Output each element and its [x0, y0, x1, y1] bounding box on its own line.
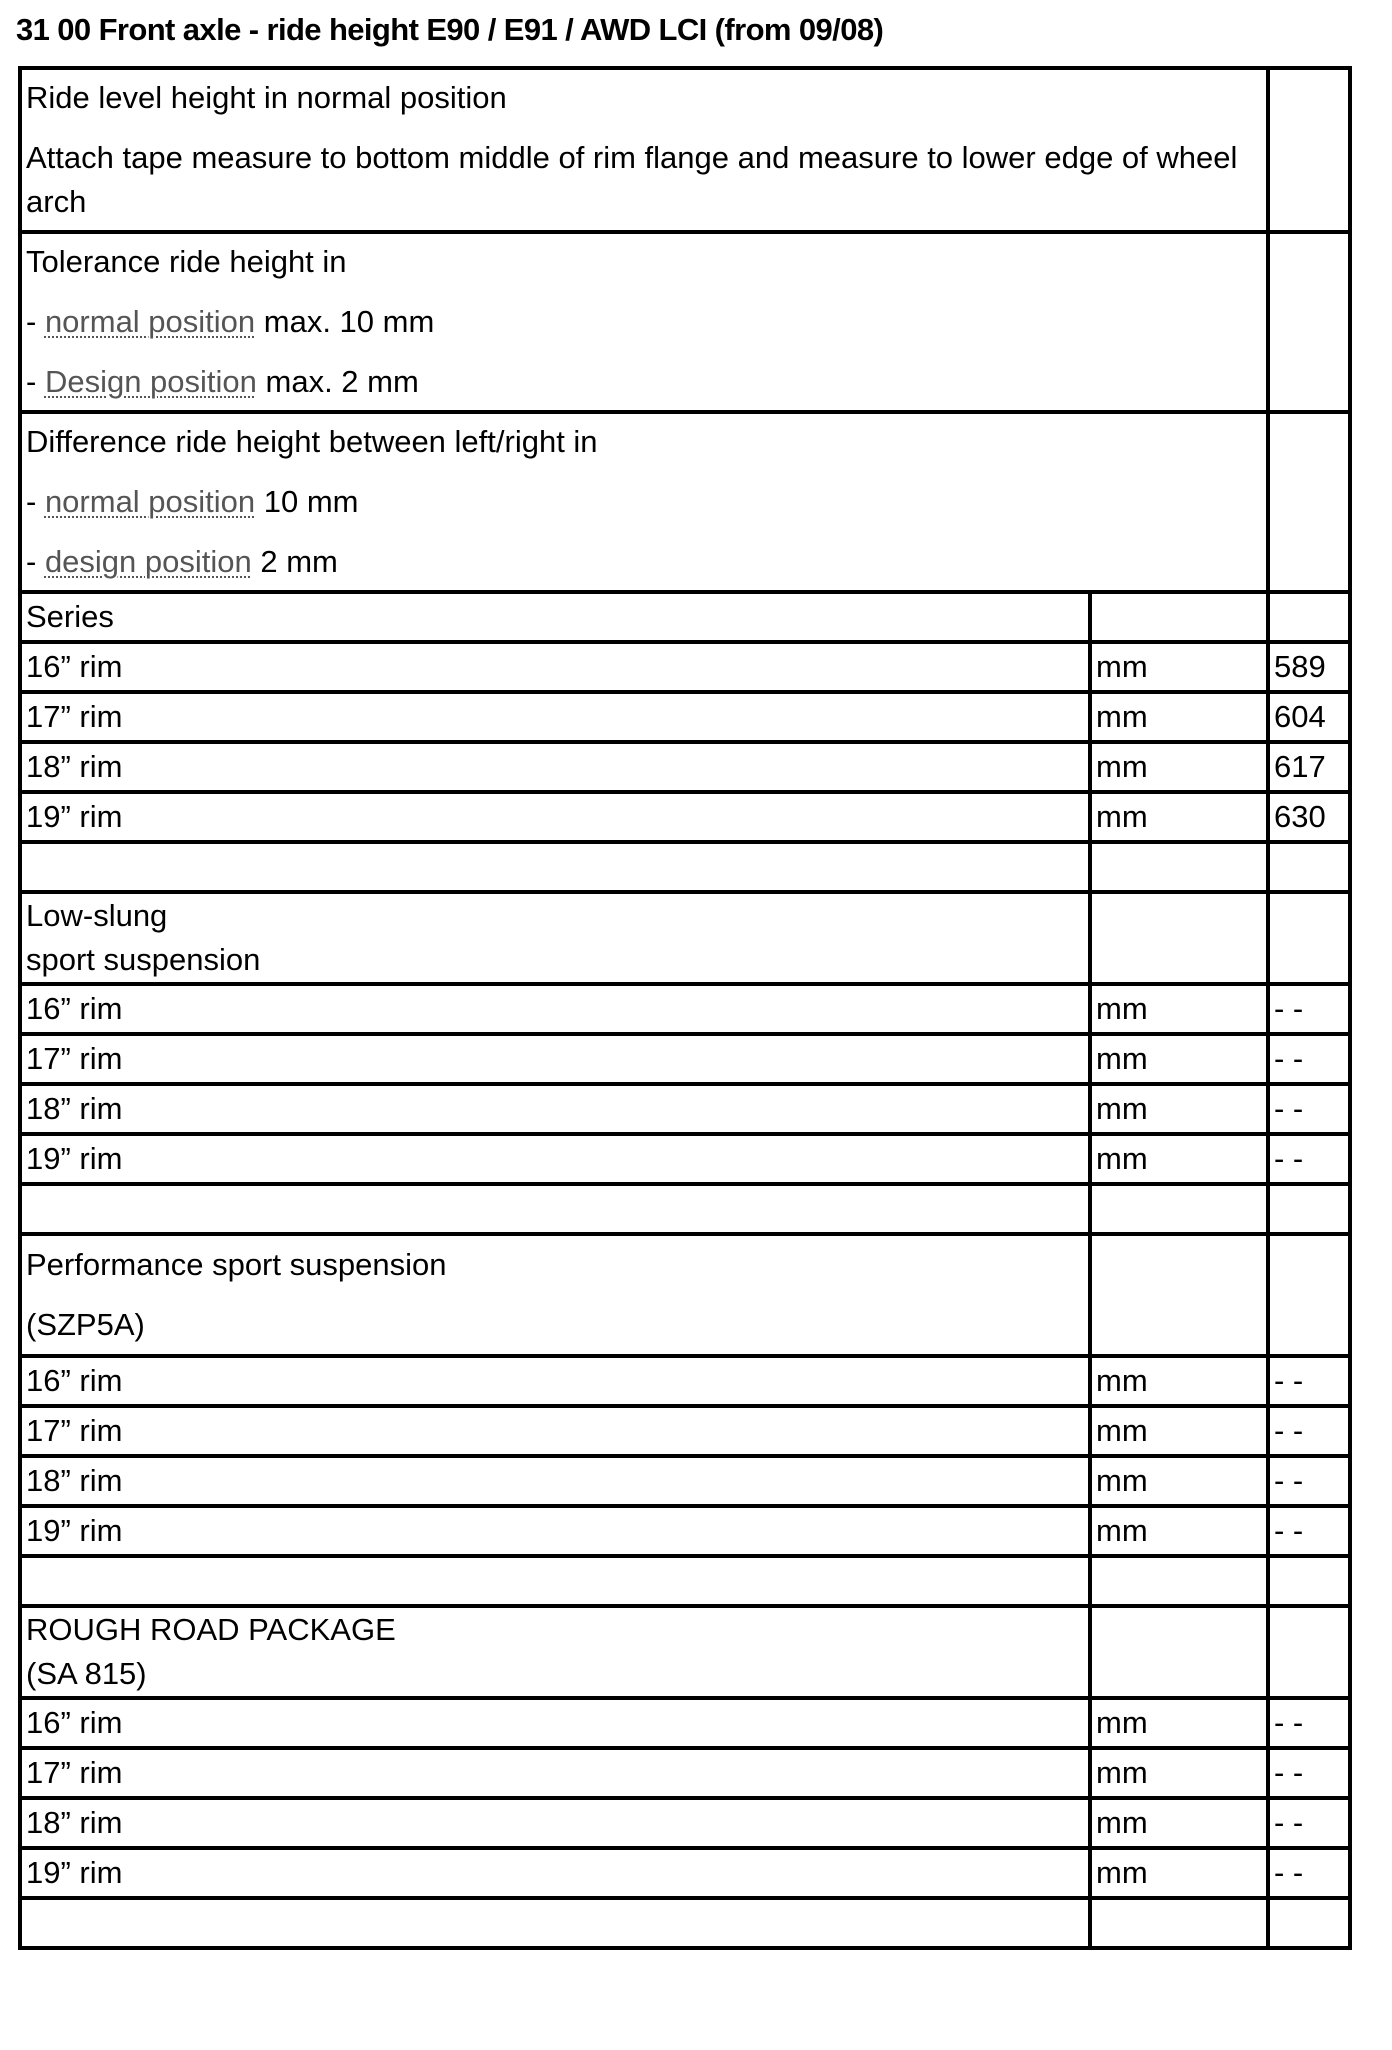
difference-value: 2 mm: [251, 544, 338, 579]
group-heading-row: [20, 592, 1350, 642]
unit: mm: [1090, 1406, 1268, 1456]
rim-size: 17” rim: [20, 692, 1090, 742]
ride-height-table: [18, 66, 1352, 1950]
empty-cell: [1268, 68, 1350, 232]
difference-row: [20, 412, 1350, 592]
height-value: 604: [1268, 692, 1350, 742]
group-heading-row: [20, 892, 1350, 984]
empty-cell: [20, 842, 1090, 892]
bullet-dash: -: [26, 304, 45, 339]
rim-size: 19” rim: [20, 1506, 1090, 1556]
measurement-instruction: Attach tape measure to bottom middle of rim flange and measure to lower edge of wheel arch: [26, 140, 1238, 219]
rim-size: 19” rim: [20, 1848, 1090, 1898]
height-value: - -: [1268, 1748, 1350, 1798]
tolerance-line: [26, 360, 1262, 404]
table-row: [20, 642, 1350, 692]
unit: mm: [1090, 792, 1268, 842]
height-value: 589: [1268, 642, 1350, 692]
table-row: [20, 1084, 1350, 1134]
table-row: [20, 1456, 1350, 1506]
rim-size: 19” rim: [20, 792, 1090, 842]
empty-cell: [1268, 1234, 1350, 1356]
rim-size: 18” rim: [20, 1084, 1090, 1134]
rim-size: 16” rim: [20, 1698, 1090, 1748]
table-row: [20, 1848, 1350, 1898]
empty-cell: [1090, 842, 1268, 892]
group-heading-cell: [20, 592, 1090, 642]
empty-cell: [20, 1898, 1090, 1948]
rim-size: 18” rim: [20, 1456, 1090, 1506]
difference-heading: Difference ride height between left/right in: [26, 424, 598, 459]
height-value: - -: [1268, 1506, 1350, 1556]
group-heading: Series: [26, 599, 114, 634]
group-heading-row: [20, 1606, 1350, 1698]
empty-cell: [20, 1184, 1090, 1234]
table-row: [20, 792, 1350, 842]
tolerance-cell: [20, 232, 1268, 412]
tolerance-row: [20, 232, 1350, 412]
rim-size: 16” rim: [20, 642, 1090, 692]
normal-position-link[interactable]: normal position: [44, 304, 256, 339]
spacer-row: [20, 1184, 1350, 1234]
difference-line: [26, 540, 1262, 584]
bullet-dash: -: [26, 364, 45, 399]
unit: mm: [1090, 984, 1268, 1034]
measurement-cell: [20, 68, 1268, 232]
table-row: [20, 1748, 1350, 1798]
height-value: - -: [1268, 1698, 1350, 1748]
group-heading: Low-slung: [26, 898, 168, 933]
group-heading-cell: [20, 892, 1090, 984]
height-value: - -: [1268, 1034, 1350, 1084]
empty-cell: [1090, 1556, 1268, 1606]
design-position-link[interactable]: design position: [44, 544, 252, 579]
table-row: [20, 1356, 1350, 1406]
spacer-row: [20, 1898, 1350, 1948]
height-value: - -: [1268, 1084, 1350, 1134]
empty-cell: [20, 1556, 1090, 1606]
tolerance-line: [26, 300, 1262, 344]
empty-cell: [1268, 1606, 1350, 1698]
unit: mm: [1090, 692, 1268, 742]
height-value: - -: [1268, 1798, 1350, 1848]
group-heading: Performance sport suspension: [26, 1247, 447, 1282]
rim-size: 16” rim: [20, 1356, 1090, 1406]
height-value: 617: [1268, 742, 1350, 792]
empty-cell: [1090, 1234, 1268, 1356]
empty-cell: [1090, 1184, 1268, 1234]
empty-cell: [1268, 1898, 1350, 1948]
height-value: - -: [1268, 1356, 1350, 1406]
table-row: [20, 1406, 1350, 1456]
height-value: - -: [1268, 984, 1350, 1034]
table-row: [20, 1506, 1350, 1556]
group-heading: ROUGH ROAD PACKAGE: [26, 1612, 396, 1647]
tolerance-value: max. 10 mm: [255, 304, 435, 339]
rim-size: 17” rim: [20, 1748, 1090, 1798]
group-heading: (SA 815): [26, 1656, 147, 1691]
unit: mm: [1090, 1506, 1268, 1556]
empty-cell: [1090, 1606, 1268, 1698]
unit: mm: [1090, 1748, 1268, 1798]
group-heading: (SZP5A): [26, 1307, 145, 1342]
group-heading-cell: [20, 1234, 1090, 1356]
measurement-heading: Ride level height in normal position: [26, 80, 507, 115]
height-value: - -: [1268, 1848, 1350, 1898]
unit: mm: [1090, 1848, 1268, 1898]
empty-cell: [1268, 412, 1350, 592]
difference-line: [26, 480, 1262, 524]
rim-size: 17” rim: [20, 1034, 1090, 1084]
design-position-link[interactable]: Design position: [44, 364, 257, 399]
measurement-row: [20, 68, 1350, 232]
table-row: [20, 742, 1350, 792]
unit: mm: [1090, 642, 1268, 692]
empty-cell: [1268, 592, 1350, 642]
spacer-row: [20, 1556, 1350, 1606]
empty-cell: [1090, 892, 1268, 984]
page-title: 31 00 Front axle - ride height E90 / E91 / AWD LCI (from 09/08): [16, 12, 884, 47]
rim-size: 19” rim: [20, 1134, 1090, 1184]
tolerance-value: max. 2 mm: [256, 364, 419, 399]
rim-size: 18” rim: [20, 742, 1090, 792]
group-heading-row: [20, 1234, 1350, 1356]
table-row: [20, 692, 1350, 742]
height-value: 630: [1268, 792, 1350, 842]
rim-size: 18” rim: [20, 1798, 1090, 1848]
empty-cell: [1268, 842, 1350, 892]
difference-cell: [20, 412, 1268, 592]
tolerance-heading: Tolerance ride height in: [26, 244, 347, 279]
spacer-row: [20, 842, 1350, 892]
empty-cell: [1268, 892, 1350, 984]
empty-cell: [1268, 232, 1350, 412]
group-heading: sport suspension: [26, 942, 261, 977]
difference-value: 10 mm: [255, 484, 359, 519]
table-row: [20, 1034, 1350, 1084]
group-heading-cell: [20, 1606, 1090, 1698]
empty-cell: [1268, 1556, 1350, 1606]
bullet-dash: -: [26, 484, 45, 519]
unit: mm: [1090, 1034, 1268, 1084]
table-row: [20, 1134, 1350, 1184]
unit: mm: [1090, 1084, 1268, 1134]
unit: mm: [1090, 1356, 1268, 1406]
unit: mm: [1090, 1698, 1268, 1748]
height-value: - -: [1268, 1456, 1350, 1506]
bullet-dash: -: [26, 544, 45, 579]
height-value: - -: [1268, 1406, 1350, 1456]
rim-size: 16” rim: [20, 984, 1090, 1034]
table-row: [20, 1798, 1350, 1848]
unit: mm: [1090, 1798, 1268, 1848]
unit: mm: [1090, 1456, 1268, 1506]
unit: mm: [1090, 1134, 1268, 1184]
rim-size: 17” rim: [20, 1406, 1090, 1456]
empty-cell: [1268, 1184, 1350, 1234]
unit: mm: [1090, 742, 1268, 792]
empty-cell: [1090, 592, 1268, 642]
table-row: [20, 984, 1350, 1034]
empty-cell: [1090, 1898, 1268, 1948]
table-row: [20, 1698, 1350, 1748]
normal-position-link[interactable]: normal position: [44, 484, 256, 519]
height-value: - -: [1268, 1134, 1350, 1184]
